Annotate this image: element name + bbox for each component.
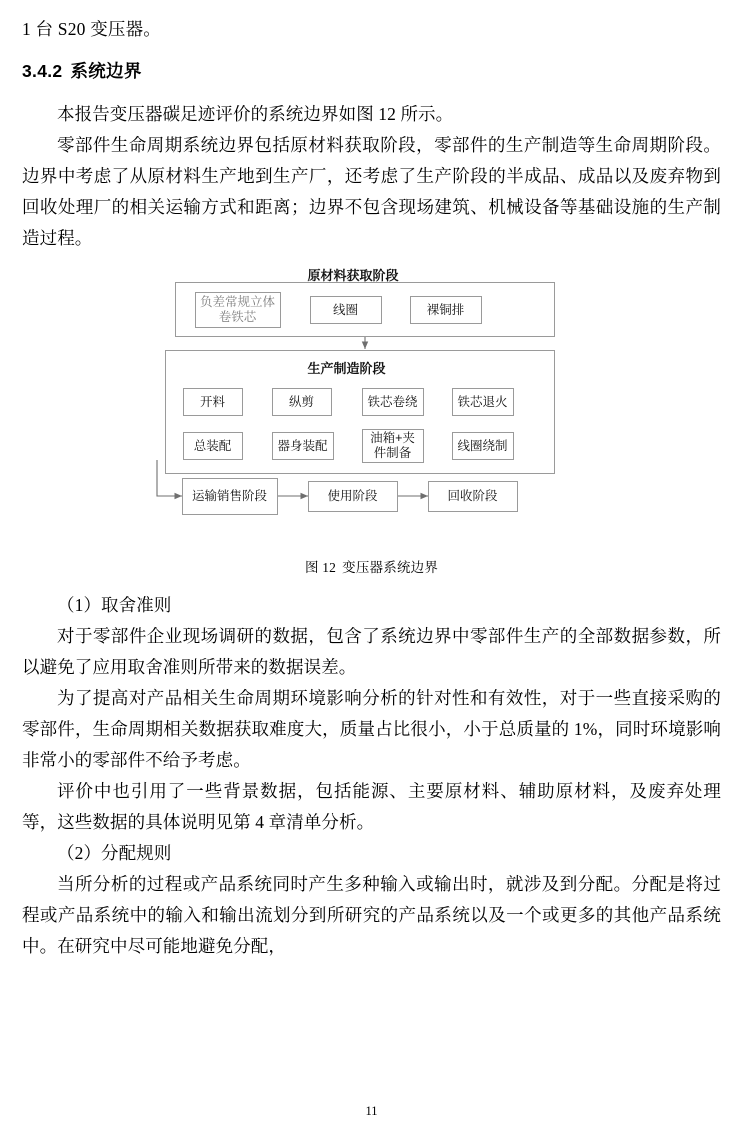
node-raw-coil: 线圈 xyxy=(310,296,382,324)
paragraph-1: 本报告变压器碳足迹评价的系统边界如图 12 所示。 xyxy=(57,104,454,124)
paragraph-2: 零部件生命周期系统边界包括原材料获取阶段，零部件的生产制造等生命周期阶段。边界中考虑了从原材料生产地到生产厂，还考虑了生产阶段的半成品、成品以及废弃物到回收处理厂的相关运输方式和距离；边界不包含现场建筑、机械设备等基础设施的生产制造过程。 xyxy=(22,135,721,248)
node-mfg-core-annealing: 铁芯退火 xyxy=(452,388,514,416)
node-mfg-final-assembly: 总装配 xyxy=(183,432,243,460)
paragraph-3: 对于零部件企业现场调研的数据，包含了系统边界中零部件生产的全部数据参数，所以避免了应用取舍准则所带来的数据误差。 xyxy=(22,626,721,677)
paragraph-6: 当所分析的过程或产品系统同时产生多种输入或输出时，就涉及到分配。分配是将过程或产品系统中的输入和输出流划分到所研究的产品系统以及一个或更多的其他产品系统中。在研究中尽可能地避免分配， xyxy=(22,874,721,956)
group-raw-materials-title: 原材料获取阶段 xyxy=(307,268,399,283)
paragraph-4: 为了提高对产品相关生命周期环境影响分析的针对性和有效性，对于一些直接采购的零部件，生命周期相关数据获取难度大，质量占比很小，小于总质量的 1%，同时环境影响非常小的零部件不给予考虑。 xyxy=(22,688,721,770)
diagram-canvas xyxy=(137,264,607,544)
node-mfg-core-winding: 铁芯卷绕 xyxy=(362,388,424,416)
node-stage-transport-sales: 运输销售阶段 xyxy=(182,478,278,515)
subsection-title-2: （2）分配规则 xyxy=(57,843,172,863)
figure-system-boundary xyxy=(22,264,721,576)
node-stage-recycle: 回收阶段 xyxy=(428,481,518,512)
node-mfg-coil-winding: 线圈绕制 xyxy=(452,432,514,460)
group-manufacturing-title: 生产制造阶段 xyxy=(307,361,386,376)
node-mfg-cutting: 开料 xyxy=(183,388,243,416)
page-number: 11 xyxy=(365,1104,378,1118)
node-mfg-slitting: 纵剪 xyxy=(272,388,332,416)
content-after-figure xyxy=(22,590,721,962)
section-heading xyxy=(22,58,721,83)
figure-caption-number: 图 12 xyxy=(304,560,337,575)
node-raw-copper-bar: 裸铜排 xyxy=(410,296,482,324)
figure-caption-text: 变压器系统边界 xyxy=(342,560,439,575)
figure-caption xyxy=(305,556,438,576)
heading-title: 系统边界 xyxy=(70,61,142,81)
node-mfg-tank-clamp: 油箱+夹件制备 xyxy=(362,429,424,463)
node-mfg-body-assembly: 器身装配 xyxy=(272,432,334,460)
node-raw-core: 负差常规立体卷铁芯 xyxy=(195,292,281,328)
subsection-title-1: （1）取舍准则 xyxy=(57,595,172,615)
heading-number: 3.4.2 xyxy=(22,61,63,81)
paragraph-5: 评价中也引用了一些背景数据，包括能源、主要原材料、辅助原材料，及废弃处理等，这些数据的具体说明见第 4 章清单分析。 xyxy=(22,781,721,832)
page-top-line: 1 台 S20 变压器。 xyxy=(22,19,162,39)
node-stage-use: 使用阶段 xyxy=(308,481,398,512)
